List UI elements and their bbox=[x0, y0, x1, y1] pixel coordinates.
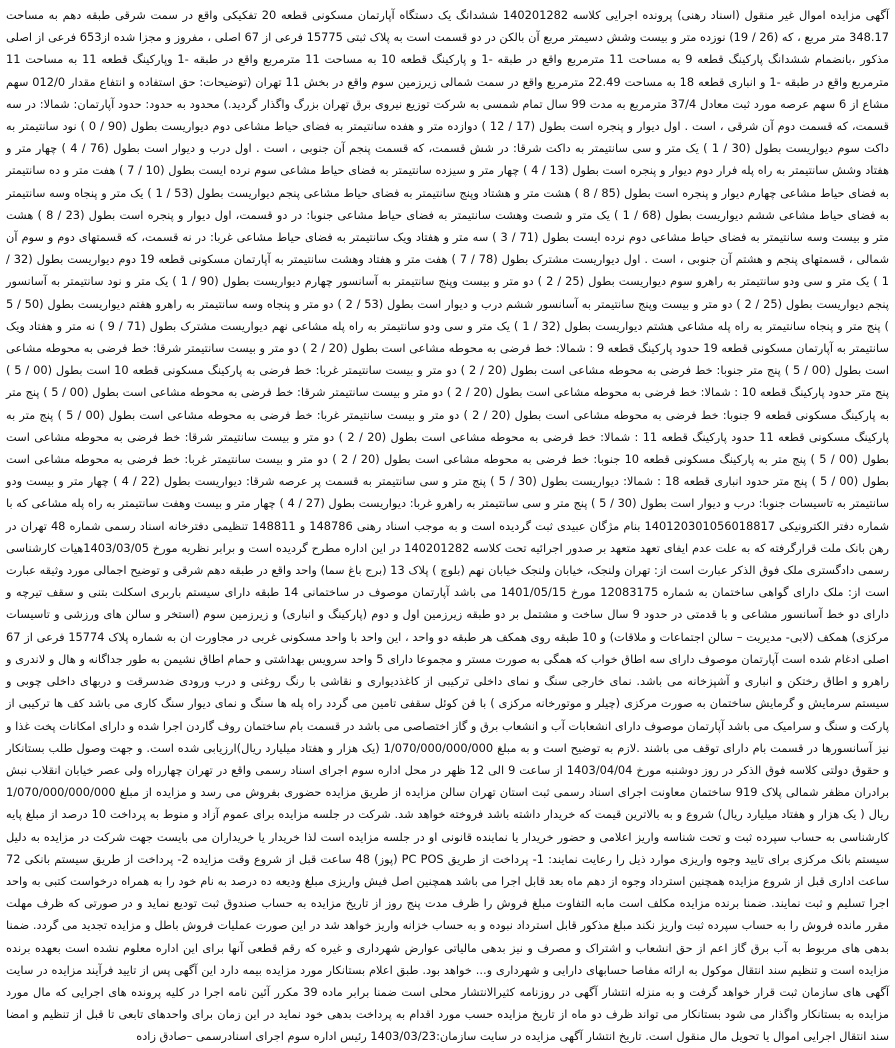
auction-notice-body: آگهی مزایده اموال غیر منقول (اسناد رهنی) پرونده اجرایی کلاسه 140201282 ششدانگ یک دستگاه آپارتمان مسکونی قطعه 20 تفکیکی واقع در سمت شرقی طبقه دهم به مساحت 348.17 متر مربع ، که (26 / 19) نوزده متر و بیست وشش دسیمتر مربع آن بالکن در دو قسمت است به پلاک ثبتی 15775 فرعی از 67 اصلی ، مفروز و مجزا شده از653 فرعی از اصلی مذکور ،بانضمام ششدانگ پارکینگ قطعه 9 به مساحت 11 مترمربع واقع در طبقه -1 و پارکینگ قطعه 10 به مساحت 11 مترمربع واقع در طبقه -1 وپارکینگ قطعه 11 به مساحت 11 مترمربع واقع در طبقه -1 و انباری قطعه 18 به مساحت 22.49 مترمربع واقع در سمت شمالی زیرزمین سوم واقع در بخش 11 تهران (توضیحات: حق استفاده و انتفاع مقدار 012/0 سهم مشاع از 6 سهم عرصه مورد ثبت معادل 37/4 مترمربع به مدت 99 سال تمام شمسی به شرکت توزیع نیروی برق تهران بزرگ واگذار گردید.) محدود به حدود: حدود آپارتمان: شمالا: در سه قسمت، که قسمت دوم آن شرقی ، است . اول دیوار و پنجره است بطول (17 / 12 ) دوازده متر و هفده سانتیمتر به فضای حیاط مشاعی دوم دیواریست بطول (90 / 0 ) نود سانتیمتر به داکت سوم دیواریست بطول (30 / 1 ) یک متر و سی سانتیمتر به داکت شرقا: در شش قسمت، که قسمت پنجم آن جنوبی ، است . اول درب و دیوار است بطول (76 / 4 ) چهار متر و هفتاد وشش سانتیمتر به راه پله فرار دوم دیوار و پنجره است بطول (13 / 4 ) چهار متر و سیزده سانتیمتر به فضای حیاط مشاعی سوم نرده ایست بطول (10 / 7 ) هفت متر و ده سانتیمتر به فضای حیاط مشاعی چهارم دیوار و پنجره است بطول (85 / 8 ) هشت متر و هشتاد وپنج سانتیمتر به فضای حیاط مشاعی پنجم دیواریست بطول (53 / 1 ) یک متر و پنجاه وسه سانتیمتر به فضای حیاط مشاعی ششم دیواریست بطول (68 / 1 ) یک متر و شصت وهشت سانتیمتر به فضای حیاط مشاعی جنوبا: در دو قسمت، اول دیوار و پنجره است بطول (23 / 8 ) هشت متر و بیست وسه سانتیمتر به فضای حیاط مشاعی دوم نرده ایست بطول (71 / 3 ) سه متر و هفتاد ویک سانتیمتر به فضای حیاط مشاعی غربا: در نه قسمت، که قسمتهای دوم و سوم آن شمالی ، قسمتهای پنجم و هشتم آن جنوبی ، است . اول دیواریست مشترک بطول (78 / 7 ) هفت متر و هفتاد وهشت سانتیمتر به آپارتمان مسکونی قطعه 19 دوم دیواریست بطول (32 / 1 ) یک متر و سی ودو سانتیمتر به راهرو سوم دیواریست بطول (25 / 2 ) دو متر و بیست وپنج سانتیمتر به آسانسور چهارم دیواریست بطول (90 / 1 ) یک متر و نود سانتیمتر به آسانسور پنجم دیواریست بطول (25 / 2 ) دو متر و بیست وپنج سانتیمتر به آسانسور ششم درب و دیوار است بطول (53 / 2 ) دو متر و پنجاه وسه سانتیمتر به راهرو هفتم دیواریست بطول (50 / 5 ) پنج متر و پنجاه سانتیمتر به راه پله مشاعی هشتم دیواریست بطول (32 / 1 ) یک متر و سی ودو سانتیمتر به راه پله مشاعی نهم دیواریست مشترک بطول (71 / 9 ) نه متر و هفتاد ویک سانتیمتر به آپارتمان مسکونی قطعه 19 حدود پارکینگ قطعه 9 : شمالا: خط فرضی به محوطه مشاعی است بطول (20 / 2 ) دو متر و بیست سانتیمتر شرقا: خط فرضی به محوطه مشاعی است بطول (00 / 5 ) پنج متر جنوبا: خط فرضی به محوطه مشاعی است بطول (20 / 2 ) دو متر و بیست سانتیمتر غربا: خط فرضی به پارکینگ مسکونی قطعه 10 است بطول (00 / 5 ) پنج متر حدود پارکینگ قطعه 10 : شمالا: خط فرضی به محوطه مشاعی است بطول (20 / 2 ) دو متر و بیست سانتیمتر شرقا: خط فرضی به محوطه مشاعی است بطول (00 / 5 ) پنج متر به پارکینگ مسکونی قطعه 9 جنوبا: خط فرضی به محوطه مشاعی است بطول (20 / 2 ) دو متر و بیست سانتیمتر غربا: خط فرضی به محوطه مشاعی است بطول (00 / 5 ) پنج متر به پارکینگ مسکونی قطعه 11 حدود پارکینگ قطعه 11 : شمالا: خط فرضی به محوطه مشاعی است بطول (20 / 2 ) دو متر و بیست سانتیمتر شرقا: خط فرضی به محوطه مشاعی است بطول (00 / 5 ) پنج متر به پارکینگ مسکونی قطعه 10 جنوبا: خط فرضی به محوطه مشاعی است بطول (20 / 2 ) دو متر و بیست سانتیمتر غربا: خط فرضی به محوطه مشاعی است بطول (00 / 5 ) پنج متر حدود انباری قطعه 18 : شمالا: دیواریست بطول (30 / 5 ) پنج متر و سی سانتیمتر به قسمت پر عرصه شرقا: دیواریست بطول (22 / 4 ) چهار متر و بیست ودو سانتیمتر به تاسیسات جنوبا: درب و دیوار است بطول (30 / 5 ) پنج متر و سی سانتیمتر به راهرو غربا: دیواریست بطول (27 / 4 ) چهار متر و بیست وهفت سانتیمتر به راه پله مشاعی که با شماره دفتر الکترونیکی 140120301056018817 بنام مژگان عبیدی ثبت گردیده است و به موجب اسناد رهنی 148786 و 148811 تنظیمی دفترخانه اسناد رسمی شماره 48 تهران در رهن بانک ملت قرارگرفته که به علت عدم ایفای تعهد متعهد بر صدور اجرائیه تحت کلاسه 140201282 در این اداره مطرح گردیده است و برابر نظریه مورخ 1403/03/05هیات کارشناسی رسمی دادگستری ملک فوق الذکر عبارت است از: تهران ولنجک، خیابان ولنجک خیابان نهم (بلوچ ) پلاک 13 (برج باغ سما) واحد واقع در طبقه دهم شرقی و توضیح اجمالی مورد وثیقه عبارت است از: ملک دارای گواهی ساختمان به شماره 12083175 مورخ 1401/05/15 می باشد آپارتمان موصوف در ساختمانی 14 طبقه دارای سیستم باربری اسکلت بتنی و سقف تیرچه و دارای دو خط آسانسور مشاعی و با قدمتی در حدود 9 سال ساخت و مشتمل بر دو طبقه زیرزمین اول و دوم (پارکینگ و انباری) و زیرزمین سوم (استخر و سالن های ورزشی و تاسیسات مرکزی) همکف (لابی- مدیریت – سالن اجتماعات و ملاقات) و 10 طبقه روی همکف هر طبقه دو واحد ، این واحد با واحد مسکونی غربی در مجاورت ان به شماره پلاک 15774 فرعی از 67 اصلی ادغام شده است آپارتمان موصوف دارای سه اطاق خواب که همگی به صورت مستر و مجموعا دارای 5 واحد سرویس بهداشتی و حمام اطاق نشیمن به طور جداگانه و هال و لاندری و راهرو و اطاق رختکن و انباری و آشپزخانه می باشد. نمای خارجی سنگ و نمای داخلی ترکیبی از کاغذدیواری و نقاشی با رنگ روغنی و درب ورودی ضدسرقت و دربهای داخلی چوبی و سیستم سرمایش و گرمایش ساختمان به صورت مرکزی (چیلر و موتورخانه مرکزی ) با فن کوئل سقفی تامین می گردد راه پله ها سنگ و نمای دیوار سنگ کاری می باشد کف ها ترکیبی از پارکت و سنگ و سرامیک می باشد آپارتمان موصوف دارای انشعابات آب و انشعاب برق و گاز اختصاصی می باشد در قسمت بام ساختمان روف گاردن اجرا شده و دارای امکانات پخت غذا و نیز آسانسورها در قسمت بام دارای توقف می باشند .لازم به توضیح است و به مبلغ 1/070/000/000/000 (یک هزار و هفتاد میلیارد ریال)ارزیابی شده است. و جهت وصول طلب بستانکار و حقوق دولتی کلاسه فوق الذکر در روز دوشنبه مورخ 1403/04/04 از ساعت 9 الی 12 ظهر در محل اداره سوم اجرای اسناد رسمی واقع در تهران چهارراه ولی عصر خیابان انقلاب نبش برادران مظفر شمالی پلاک 919 ساختمان معاونت اجرای اسناد رسمی ثبت استان تهران سالن مزایده از طریق مزایده حضوری بفروش می رسد و مزایده از مبلغ 1/070/000/000/000 ریال ( یک هزار و هفتاد میلیارد ریال) شروع و به بالاترین قیمت که خریدار داشته باشد فروخته خواهد شد. شرکت در جلسه مزایده برای عموم آزاد و منوط به پرداخت 10 درصد از مبلغ پایه کارشناسی به حساب سپرده ثبت و تحت شناسه واریز اعلامی و حضور خریدار یا نماینده قانونی او در جلسه مزایده است لذا خریدار یا خریداران می بایست جهت شرکت در مزایده به دلیل سیستم بانک مرکزی برای تایید وجوه واریزی موارد ذیل را رعایت نمایند: 1- پرداخت از طریق PC POS (پوز) 48 ساعت قبل از شروع وقت مزایده 2- پرداخت از طریق سیستم بانکی 72 ساعت اداری قبل از شروع مزایده همچنین استرداد وجوه از دهم ماه بعد قابل اجرا می باشد همچنین اصل فیش واریزی مبلغ ودیعه ده درصد به نام خود را به همراه درخواست کتبی به واحد اجرا تسلیم و ثبت نمایند. ضمنا برنده مزایده مکلف است مابه التفاوت مبلغ فروش را ظرف مدت پنج روز از تاریخ مزایده به حساب صندوق ثبت تودیع نماید و در صورتی که ظرف مهلت مقرر مانده فروش را به حساب سپرده ثبت واریز نکند مبلغ مذکور قابل استرداد نبوده و به حساب خزانه واریز خواهد شد در این صورت عملیات فروش باطل و مزایده تجدید می گردد. ضمنا بدهی های مربوط به آب برق گاز اعم از حق انشعاب و اشتراک و مصرف و نیز بدهی مالیاتی عوارض شهرداری و غیره که رقم قطعی آنها برای این اداره معلوم نشده است بعهده برنده مزایده است و تنظیم سند انتقال موکول به ارائه مفاصا حسابهای دارایی و شهرداری و... خواهد بود. طبق اعلام بستانکار مورد مزایده بیمه دارد این آگهی پس از تایید فرآیند مزایده در سایت آگهی های سازمان ثبت قرار خواهد گرفت و به منزله انتشار آگهی در روزنامه کثیرالانتشار محلی است ضمنا برابر ماده 39 مکرر آئین نامه اجرا در کلیه پرونده های اجرایی که مال مورد مزایده به بستانکار واگذار می شود بستانکار می تواند ظرف دو ماه از تاریخ مزایده حسب مورد اقدام به پرداخت بدهی خود نماید در این زمان برای واحدهای تابعی تا قبل از تنظیم و امضا سند انتقال اجرایی اموال یا تحویل مال منقول است. تاریخ انتشار آگهی مزایده در سایت سازمان:1403/03/23 رئیس اداره سوم اجرای اسنادرسمی –صادق زاده bbox=[6, 8, 890, 1044]
